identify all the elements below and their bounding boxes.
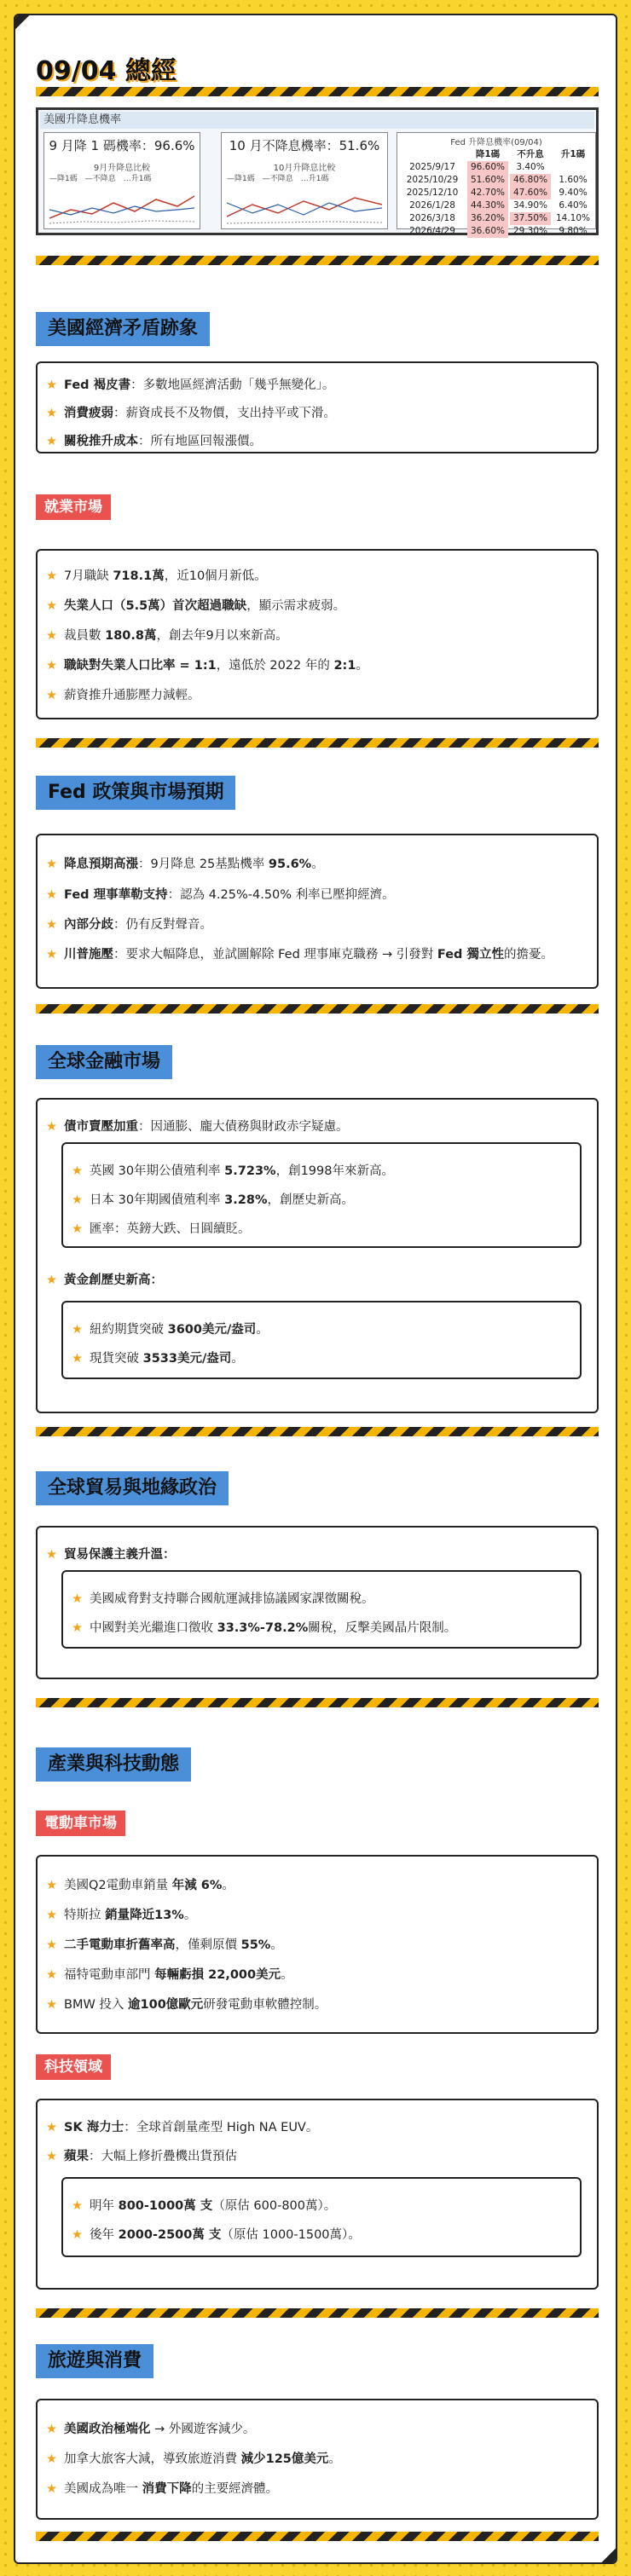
star-icon: ★: [72, 1621, 83, 1635]
list-item: ★ 日本 30年期國債殖利率 3.28%，創歷史新高。: [72, 1193, 354, 1207]
section-heading: 美國經濟矛盾跡象: [36, 312, 210, 346]
list-item: ★ SK 海力士：全球首創量產型 High NA EUV。: [46, 2121, 319, 2134]
table-cell: 29.30%: [512, 226, 548, 236]
section-box: [36, 2399, 599, 2520]
table-cell: 96.60%: [467, 161, 508, 174]
list-item: ★ 美國成為唯一 消費下降的主要經濟體。: [46, 2482, 279, 2496]
star-icon: ★: [46, 888, 57, 902]
page-title: 09/04 總經: [36, 56, 177, 86]
list-item: ★ 裁員數 180.8萬，創去年9月以來新高。: [46, 629, 288, 643]
sep-chart-legend: —降1碼 —不降息 …升1碼: [49, 175, 152, 183]
star-icon: ★: [46, 918, 57, 932]
rate-table: [397, 132, 596, 236]
list-item: ★ Fed 褐皮書：多數地區經濟活動「幾乎無變化」。: [46, 378, 335, 392]
star-icon: ★: [46, 569, 57, 583]
list-item: ★ 薪資推升通膨壓力減輕。: [46, 689, 200, 702]
table-cell: 47.60%: [510, 187, 551, 199]
divider: [36, 256, 599, 265]
divider: [36, 738, 599, 748]
oct-mini-chart: [227, 184, 382, 227]
list-item: ★ BMW 投入 逾100億歐元研發電動車軟體控制。: [46, 1998, 327, 2012]
nested-box: [61, 2177, 582, 2257]
table-cell: 3.40%: [516, 162, 545, 172]
list-item: ★ 關稅推升成本：所有地區回報漲價。: [46, 435, 262, 448]
rate-panel-title: 美國升降息機率: [40, 112, 594, 129]
list-item: ★ 美國Q2電動車銷量 年減 6%。: [46, 1879, 234, 1892]
star-icon: ★: [46, 1120, 57, 1134]
nested-box: [61, 1570, 582, 1649]
list-item: ★ 後年 2000-2500萬 支（原估 1000-1500萬）。: [72, 2228, 361, 2242]
list-item: ★ 消費疲弱：薪資成長不及物價，支出持平或下滑。: [46, 407, 336, 420]
star-icon: ★: [72, 2199, 83, 2213]
table-cell: 46.80%: [510, 174, 551, 187]
table-cell: 42.70%: [467, 187, 508, 199]
list-item: ★ 加拿大旅客大減，導致旅遊消費 減少125億美元。: [46, 2452, 341, 2466]
list-item: ★ 特斯拉 銷量降近13%。: [46, 1909, 197, 1922]
table-cell: 2026/3/18: [409, 213, 455, 223]
sep-rate-box: [43, 132, 200, 229]
corner-decoration: [601, 2548, 617, 2564]
table-cell: 2025/9/17: [409, 162, 455, 172]
star-icon: ★: [46, 407, 57, 420]
table-cell: 36.20%: [467, 212, 508, 225]
list-item: ★ 失業人口（5.5萬）首次超過職缺，顯示需求疲弱。: [46, 599, 346, 613]
star-icon: ★: [46, 659, 57, 673]
list-item: ★ 川普施壓：要求大幅降息，並試圖解除 Fed 理事庫克職務 → 引發對 Fed 獨立性的擔憂。: [46, 948, 553, 962]
table-cell: 14.10%: [555, 213, 591, 223]
star-icon: ★: [72, 2228, 83, 2242]
list-item: ★ 貿易保護主義升溫：: [46, 1548, 176, 1562]
star-icon: ★: [46, 948, 57, 962]
divider: [36, 1004, 599, 1014]
star-icon: ★: [46, 2121, 57, 2134]
divider: [36, 2308, 599, 2318]
star-icon: ★: [46, 1548, 57, 1562]
star-icon: ★: [46, 858, 57, 871]
section-box: [36, 549, 599, 719]
sep-rate-label: 9 月降 1 碼機率：96.6%: [49, 138, 195, 153]
table-header: 升1碼: [560, 149, 586, 159]
list-item: ★ 債市賣壓加重：因通膨、龐大債務與財政赤字疑慮。: [46, 1120, 349, 1134]
table-cell: 44.30%: [467, 199, 508, 212]
table-cell: 1.60%: [559, 175, 588, 185]
star-icon: ★: [46, 1938, 57, 1952]
section-subheading: 科技領域: [36, 2054, 111, 2080]
list-item: ★ 明年 800-1000萬 支（原估 600-800萬）。: [72, 2199, 337, 2213]
list-item: ★ 英國 30年期公債殖利率 5.723%，創1998年來新高。: [72, 1164, 394, 1178]
table-cell: 37.50%: [510, 212, 551, 225]
star-icon: ★: [46, 1879, 57, 1892]
star-icon: ★: [46, 1998, 57, 2012]
list-item: ★ Fed 理事華勒支持：認為 4.25%-4.50% 利率已壓抑經濟。: [46, 888, 395, 902]
rate-table-title: Fed 升降息機率(09/04): [450, 138, 542, 147]
star-icon: ★: [46, 599, 57, 613]
table-cell: 9.40%: [559, 188, 588, 198]
list-item: ★ 黃金創歷史新高：: [46, 1274, 163, 1287]
rate-panel: [36, 107, 599, 235]
list-item: ★ 內部分歧：仍有反對聲音。: [46, 918, 212, 932]
star-icon: ★: [72, 1193, 83, 1207]
table-cell: 34.90%: [512, 200, 548, 211]
list-item: ★ 7月職缺 718.1萬，近10個月新低。: [46, 569, 267, 583]
list-item: ★ 現貨突破 3533美元/盎司。: [72, 1352, 244, 1366]
section-heading: Fed 政策與市場預期: [36, 776, 235, 810]
list-item: ★ 匯率：英鎊大跌、日圓續貶。: [72, 1222, 251, 1236]
oct-chart-legend: —降1碼 —不降息 …升1碼: [227, 175, 329, 183]
report-card: [14, 14, 617, 2564]
list-item: ★ 美國政治極端化 → 外國遊客減少。: [46, 2423, 256, 2436]
section-box: [36, 361, 599, 453]
star-icon: ★: [46, 378, 57, 392]
section-heading: 產業與科技動態: [36, 1747, 191, 1782]
table-header: 降1碼: [475, 149, 501, 159]
oct-chart-title: 10月升降息比較: [273, 164, 336, 173]
star-icon: ★: [46, 2452, 57, 2466]
section-subheading: 電動車市場: [36, 1811, 125, 1836]
section-heading: 全球金融市場: [36, 1045, 172, 1079]
star-icon: ★: [46, 689, 57, 702]
table-cell: 2025/12/10: [406, 188, 459, 198]
star-icon: ★: [46, 2423, 57, 2436]
list-item: ★ 紐約期貨突破 3600美元/盎司。: [72, 1323, 269, 1337]
oct-rate-label: 10 月不降息機率：51.6%: [229, 138, 380, 153]
list-item: ★ 降息預期高漲：9月降息 25基點機率 95.6%。: [46, 858, 324, 871]
section-heading: 全球貿易與地緣政治: [36, 1471, 229, 1505]
star-icon: ★: [46, 2150, 57, 2163]
table-cell: 51.60%: [467, 174, 508, 187]
table-cell: 2026/4/29: [409, 226, 455, 236]
star-icon: ★: [72, 1164, 83, 1178]
section-box: [36, 834, 599, 989]
corner-decoration: [14, 14, 30, 30]
star-icon: ★: [72, 1222, 83, 1236]
sep-mini-chart: [49, 184, 194, 227]
list-item: ★ 中國對美光繼進口徵收 33.3%-78.2%關稅，反擊美國晶片限制。: [72, 1621, 457, 1635]
section-heading: 旅遊與消費: [36, 2344, 153, 2378]
nested-box: [61, 1301, 582, 1379]
table-cell: 2026/1/28: [409, 200, 455, 211]
divider: [36, 2532, 599, 2541]
list-item: ★ 美國威脅對支持聯合國航運減排協議國家課徵關稅。: [72, 1592, 374, 1606]
list-item: ★ 二手電動車折舊率高，僅剩原價 55%。: [46, 1938, 283, 1952]
table-cell: 6.40%: [559, 200, 588, 211]
list-item: ★ 職缺對失業人口比率 = 1:1，遠低於 2022 年的 2:1。: [46, 659, 368, 673]
section-box: [36, 1855, 599, 2034]
table-cell: 36.60%: [467, 225, 508, 238]
table-header: 不升息: [517, 149, 544, 159]
sep-chart-title: 9月升降息比較: [93, 164, 151, 173]
table-cell: 2025/10/29: [406, 175, 459, 185]
table-header: [399, 148, 466, 161]
list-item: ★ 福特電動車部門 每輛虧損 22,000美元。: [46, 1968, 293, 1982]
oct-rate-box: [221, 132, 388, 229]
nested-box: [61, 1142, 582, 1248]
star-icon: ★: [72, 1323, 83, 1337]
table-cell: [553, 161, 593, 174]
star-icon: ★: [46, 2482, 57, 2496]
star-icon: ★: [46, 629, 57, 643]
star-icon: ★: [46, 1274, 57, 1287]
divider: [36, 87, 599, 96]
divider: [36, 1427, 599, 1436]
star-icon: ★: [72, 1352, 83, 1366]
star-icon: ★: [46, 1909, 57, 1922]
divider: [36, 1698, 599, 1707]
list-item: ★ 蘋果：大幅上修折疊機出貨預估: [46, 2150, 237, 2163]
table-cell: 9.80%: [559, 226, 588, 236]
star-icon: ★: [46, 1968, 57, 1982]
star-icon: ★: [46, 435, 57, 448]
section-subheading: 就業市場: [36, 494, 111, 520]
star-icon: ★: [72, 1592, 83, 1606]
